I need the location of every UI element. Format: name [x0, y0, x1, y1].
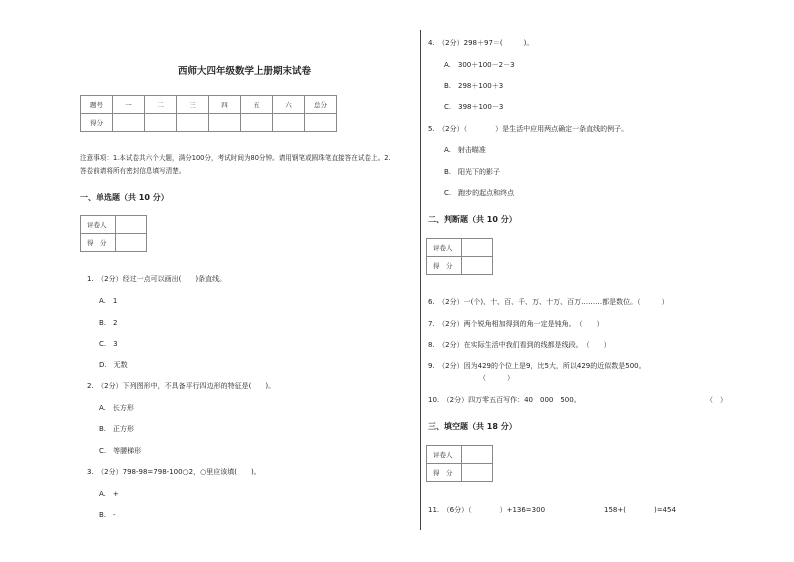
score-header-cell: 五	[241, 96, 273, 114]
score-cell	[462, 257, 493, 275]
grader-cell	[462, 446, 493, 464]
option: B. 2	[99, 319, 118, 327]
option: B. -	[99, 511, 116, 519]
score-label: 得 分	[427, 464, 462, 482]
score-cell	[116, 234, 147, 252]
question-6: 6. （2分）一(个)、十、百、千、万、十万、百万………都是数位。（ ）	[428, 298, 669, 306]
option: D. 无数	[99, 361, 128, 369]
question-5: 5. （2分）（ ）是生活中应用两点确定一条直线的例子。	[428, 125, 629, 133]
column-divider	[420, 30, 421, 530]
page-title: 西师大四年级数学上册期末试卷	[178, 66, 312, 77]
score-table	[80, 95, 337, 132]
score-input-cell	[145, 114, 177, 132]
option: A. 1	[99, 297, 118, 305]
question-9: 9. （2分）因为429的个位上是9，比5大，所以429的近似数是500。	[428, 362, 646, 370]
section-heading-single-choice: 一、单选题（共 10 分）	[80, 193, 169, 202]
grader-label: 评卷人	[427, 446, 462, 464]
question-11-part-b: 158+( )=454	[604, 506, 676, 514]
option: A. +	[99, 490, 119, 498]
section-heading-true-false: 二、判断题（共 10 分）	[428, 215, 517, 224]
grader-cell	[116, 216, 147, 234]
notice-line: 答卷前请将所有密封信息填写清楚。	[80, 167, 186, 175]
grader-label: 评卷人	[81, 216, 116, 234]
option: C. 跑步的起点和终点	[444, 189, 515, 197]
option: A. 300＋100－2－3	[444, 61, 515, 69]
grader-box	[426, 238, 493, 275]
grader-cell	[462, 239, 493, 257]
question-4: 4. （2分）298＋97＝( )。	[428, 39, 534, 47]
score-header-cell: 一	[113, 96, 145, 114]
score-row-label: 得分	[81, 114, 113, 132]
question-10-paren: （ ）	[706, 396, 727, 404]
score-input-cell	[273, 114, 305, 132]
question-8: 8. （2分）在实际生活中我们看到的线都是线段。 （ ）	[428, 341, 611, 349]
grader-box	[426, 445, 493, 482]
score-input-cell	[209, 114, 241, 132]
notice-line: 注意事项：1.本试卷共六个大题，满分100分，考试时间为80分钟。请用钢笔或圆珠笔直接答在试卷上。2.	[80, 154, 391, 162]
score-header-cell: 六	[273, 96, 305, 114]
score-header-cell: 三	[177, 96, 209, 114]
question-11: 11. （6分）（ ）+136=300	[428, 506, 546, 514]
score-cell	[462, 464, 493, 482]
section-heading-fill-in: 三、填空题（共 18 分）	[428, 422, 517, 431]
score-input-cell	[113, 114, 145, 132]
question-10: 10. （2分）四万零五百写作：40 000 500。	[428, 396, 581, 404]
option: B. 正方形	[99, 425, 135, 433]
score-table-header-row	[81, 96, 337, 114]
score-header-cell: 题号	[81, 96, 113, 114]
question-1: 1. （2分）经过一点可以画出( )条直线。	[87, 275, 227, 283]
question-9-paren: （ ）	[479, 374, 514, 382]
score-header-cell: 总分	[305, 96, 337, 114]
option: C. 等腰梯形	[99, 447, 142, 455]
option: B. 298＋100＋3	[444, 82, 504, 90]
score-input-cell	[177, 114, 209, 132]
score-table-score-row	[81, 114, 337, 132]
option: A. 长方形	[99, 404, 134, 412]
score-input-cell	[305, 114, 337, 132]
score-header-cell: 四	[209, 96, 241, 114]
question-3: 3. （2分）798-98=798-100○2，○里应该填( )。	[87, 468, 261, 476]
option: B. 阳光下的影子	[444, 168, 501, 176]
score-label: 得 分	[427, 257, 462, 275]
score-header-cell: 二	[145, 96, 177, 114]
grader-label: 评卷人	[427, 239, 462, 257]
question-2: 2. （2分）下列图形中，不具备平行四边形的特征是( )。	[87, 382, 276, 390]
score-label: 得 分	[81, 234, 116, 252]
option: C. 3	[99, 340, 118, 348]
score-input-cell	[241, 114, 273, 132]
option: A. 射击瞄准	[444, 146, 486, 154]
option: C. 398＋100－3	[444, 103, 504, 111]
question-7: 7. （2分）两个锐角相加得到的角一定是钝角。 （ ）	[428, 320, 604, 328]
grader-box	[80, 215, 147, 252]
